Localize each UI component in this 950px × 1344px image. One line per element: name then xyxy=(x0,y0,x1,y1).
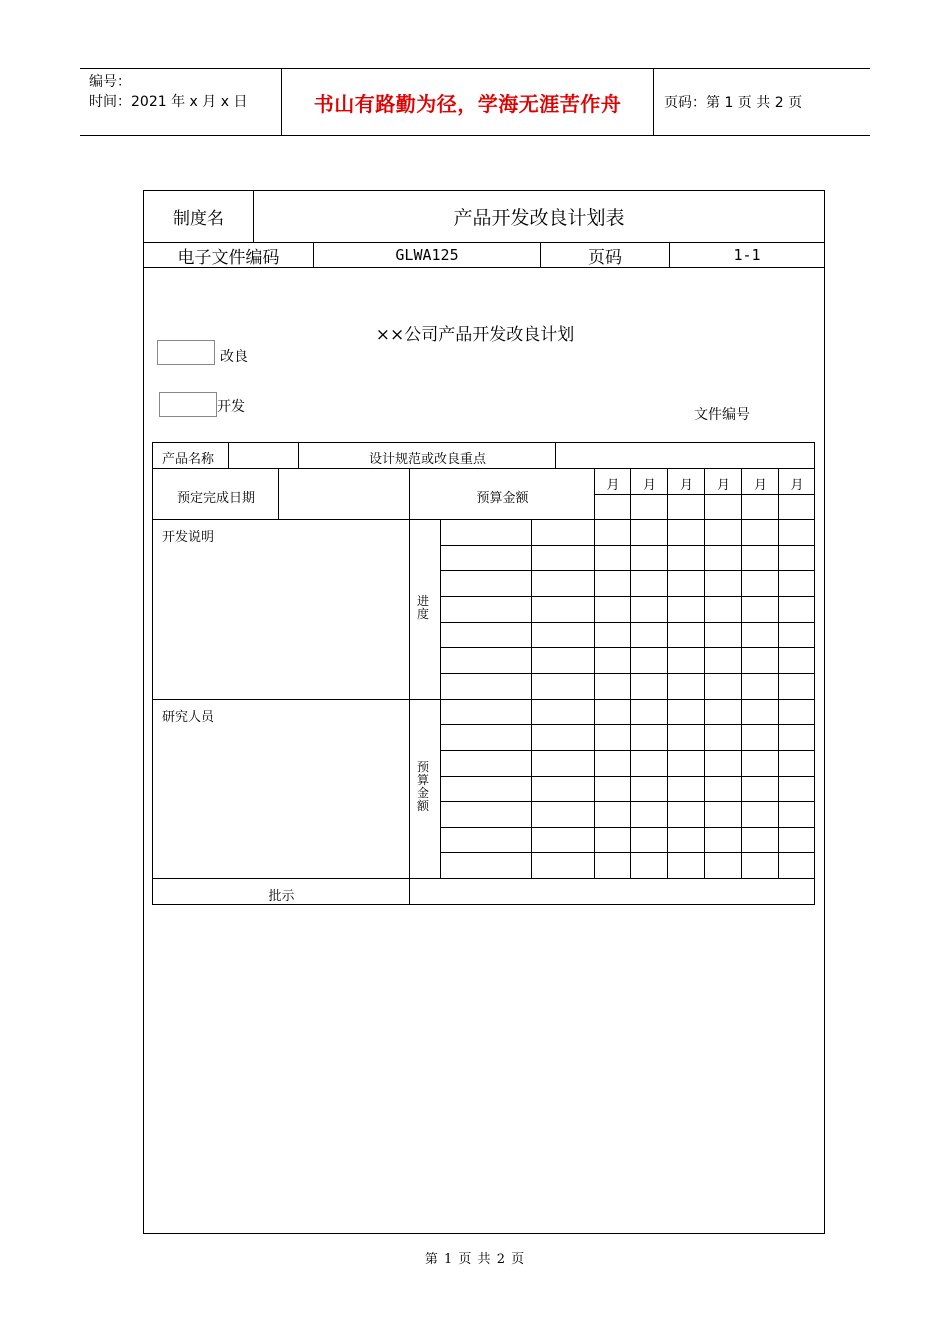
schedule-grid-cell[interactable] xyxy=(779,828,815,853)
system-name-row xyxy=(144,191,824,243)
schedule-grid-cell[interactable] xyxy=(668,700,705,725)
improve-label: 改良 xyxy=(220,349,248,365)
month-value-cell[interactable] xyxy=(779,495,815,520)
schedule-grid-cell[interactable] xyxy=(595,520,631,546)
schedule-grid-cell[interactable] xyxy=(779,751,815,777)
schedule-grid-cell[interactable] xyxy=(441,802,532,828)
schedule-grid-cell[interactable] xyxy=(779,853,815,879)
month-value-cell[interactable] xyxy=(668,495,705,520)
approval-input[interactable] xyxy=(410,879,815,905)
schedule-grid-cell[interactable] xyxy=(595,700,631,725)
schedule-grid-cell[interactable] xyxy=(631,802,668,828)
schedule-grid-cell[interactable] xyxy=(668,674,705,700)
schedule-grid-cell[interactable] xyxy=(779,648,815,674)
schedule-grid-cell[interactable] xyxy=(742,571,779,597)
schedule-grid-cell[interactable] xyxy=(441,648,532,674)
schedule-grid-cell[interactable] xyxy=(595,828,631,853)
approval-label: 批示 xyxy=(268,889,295,904)
month-label: 月 xyxy=(679,478,693,493)
schedule-grid-cell[interactable] xyxy=(532,853,595,879)
schedule-grid-cell[interactable] xyxy=(441,777,532,802)
schedule-grid-cell[interactable] xyxy=(631,751,668,777)
completion-date-label: 预定完成日期 xyxy=(176,491,255,506)
design-focus-input[interactable] xyxy=(556,443,815,469)
dev-description-cell[interactable] xyxy=(153,520,410,700)
schedule-grid-cell[interactable] xyxy=(532,648,595,674)
schedule-grid-cell[interactable] xyxy=(705,520,742,546)
schedule-grid-cell[interactable] xyxy=(595,725,631,751)
schedule-grid-cell[interactable] xyxy=(668,597,705,623)
schedule-grid-cell[interactable] xyxy=(631,520,668,546)
schedule-grid-cell[interactable] xyxy=(441,725,532,751)
schedule-grid-cell[interactable] xyxy=(779,520,815,546)
design-focus-label: 设计规范或改良重点 xyxy=(368,452,486,467)
schedule-grid-cell[interactable] xyxy=(532,751,595,777)
schedule-grid-cell[interactable] xyxy=(705,648,742,674)
schedule-grid-cell[interactable] xyxy=(441,623,532,648)
schedule-grid-cell[interactable] xyxy=(441,700,532,725)
schedule-grid-cell[interactable] xyxy=(705,853,742,879)
schedule-grid-cell[interactable] xyxy=(668,571,705,597)
file-number-label: 文件编号 xyxy=(694,407,750,423)
schedule-grid-cell[interactable] xyxy=(532,828,595,853)
schedule-grid-cell[interactable] xyxy=(705,751,742,777)
schedule-grid-cell[interactable] xyxy=(532,520,595,546)
schedule-grid-cell[interactable] xyxy=(532,700,595,725)
schedule-grid-cell[interactable] xyxy=(631,571,668,597)
schedule-grid-cell[interactable] xyxy=(441,828,532,853)
product-name-label: 产品名称 xyxy=(162,452,215,467)
month-value-cell[interactable] xyxy=(595,495,631,520)
month-label: 月 xyxy=(716,478,730,493)
schedule-grid-cell[interactable] xyxy=(779,700,815,725)
plan-table xyxy=(152,442,815,905)
schedule-grid-cell[interactable] xyxy=(668,546,705,571)
researchers-label: 研究人员 xyxy=(162,710,215,725)
month-label: 月 xyxy=(642,478,656,493)
file-code-label: 电子文件编码 xyxy=(144,243,314,267)
schedule-grid-cell[interactable] xyxy=(595,597,631,623)
schedule-grid-cell[interactable] xyxy=(742,828,779,853)
schedule-grid-cell[interactable] xyxy=(779,571,815,597)
schedule-grid-cell[interactable] xyxy=(595,674,631,700)
schedule-grid-cell[interactable] xyxy=(705,700,742,725)
system-name-label: 制度名 xyxy=(144,191,254,242)
schedule-grid-cell[interactable] xyxy=(631,700,668,725)
schedule-grid-cell[interactable] xyxy=(742,751,779,777)
schedule-grid-cell[interactable] xyxy=(441,546,532,571)
schedule-grid-cell[interactable] xyxy=(668,751,705,777)
month-label: 月 xyxy=(753,478,767,493)
schedule-grid-cell[interactable] xyxy=(631,674,668,700)
schedule-grid-cell[interactable] xyxy=(668,777,705,802)
schedule-grid-cell[interactable] xyxy=(441,674,532,700)
develop-checkbox[interactable] xyxy=(159,392,217,417)
schedule-grid-cell[interactable] xyxy=(631,623,668,648)
schedule-grid-cell[interactable] xyxy=(742,648,779,674)
dev-description-label: 开发说明 xyxy=(162,530,215,545)
schedule-grid-cell[interactable] xyxy=(742,623,779,648)
schedule-grid-cell[interactable] xyxy=(668,802,705,828)
month-label: 月 xyxy=(790,478,804,493)
schedule-grid-cell[interactable] xyxy=(705,571,742,597)
header-motto: 书山有路勤为径，学海无涯苦作舟 xyxy=(282,69,654,135)
header-number: 编号： xyxy=(89,74,131,90)
budget-vertical-label: 预 算 金 额 xyxy=(416,760,429,813)
schedule-grid-cell[interactable] xyxy=(631,546,668,571)
schedule-grid-cell[interactable] xyxy=(532,725,595,751)
schedule-grid-cell[interactable] xyxy=(441,751,532,777)
schedule-grid-cell[interactable] xyxy=(532,777,595,802)
schedule-grid-cell[interactable] xyxy=(631,853,668,879)
schedule-grid-cell[interactable] xyxy=(779,546,815,571)
schedule-grid-cell[interactable] xyxy=(668,623,705,648)
schedule-grid-cell[interactable] xyxy=(595,546,631,571)
schedule-grid-cell[interactable] xyxy=(595,777,631,802)
schedule-grid-cell[interactable] xyxy=(441,597,532,623)
header-meta xyxy=(80,69,282,135)
month-value-cell[interactable] xyxy=(631,495,668,520)
file-code-row xyxy=(144,243,824,268)
completion-date-input[interactable] xyxy=(279,469,410,520)
schedule-grid-cell[interactable] xyxy=(705,777,742,802)
schedule-grid-cell[interactable] xyxy=(705,725,742,751)
document-header xyxy=(80,68,870,136)
month-value-cell[interactable] xyxy=(705,495,742,520)
schedule-grid-cell[interactable] xyxy=(595,648,631,674)
product-name-input[interactable] xyxy=(229,443,299,469)
schedule-grid-cell[interactable] xyxy=(742,700,779,725)
schedule-grid-cell[interactable] xyxy=(742,853,779,879)
schedule-grid-cell[interactable] xyxy=(779,597,815,623)
schedule-grid-cell[interactable] xyxy=(779,674,815,700)
researchers-cell[interactable] xyxy=(153,700,410,879)
schedule-grid-cell[interactable] xyxy=(668,725,705,751)
schedule-grid-cell[interactable] xyxy=(742,725,779,751)
file-code-value: GLWA125 xyxy=(314,243,541,267)
schedule-grid-cell[interactable] xyxy=(779,802,815,828)
schedule-grid-cell[interactable] xyxy=(705,623,742,648)
month-value-cell[interactable] xyxy=(742,495,779,520)
develop-label: 开发 xyxy=(217,399,245,415)
schedule-grid-cell[interactable] xyxy=(668,648,705,674)
schedule-grid-cell[interactable] xyxy=(532,802,595,828)
schedule-grid-cell[interactable] xyxy=(595,802,631,828)
improve-checkbox[interactable] xyxy=(157,340,215,365)
schedule-grid-cell[interactable] xyxy=(742,777,779,802)
schedule-grid-cell[interactable] xyxy=(742,597,779,623)
schedule-grid-cell[interactable] xyxy=(631,725,668,751)
header-page-info: 页码：第 1 页 共 2 页 xyxy=(664,95,803,111)
schedule-grid-cell[interactable] xyxy=(631,828,668,853)
schedule-grid-cell[interactable] xyxy=(779,777,815,802)
month-label: 月 xyxy=(606,478,620,493)
schedule-grid-cell[interactable] xyxy=(532,546,595,571)
schedule-grid-cell[interactable] xyxy=(668,828,705,853)
schedule-grid-cell[interactable] xyxy=(441,571,532,597)
schedule-grid-cell[interactable] xyxy=(532,597,595,623)
schedule-grid-cell[interactable] xyxy=(631,648,668,674)
schedule-grid-cell[interactable] xyxy=(705,802,742,828)
schedule-grid-cell[interactable] xyxy=(441,853,532,879)
schedule-grid-cell[interactable] xyxy=(441,520,532,546)
schedule-grid-cell[interactable] xyxy=(532,571,595,597)
header-time: 时间：2021 年 x 月 x 日 xyxy=(89,94,248,110)
schedule-grid-cell[interactable] xyxy=(595,623,631,648)
schedule-grid-cell[interactable] xyxy=(668,853,705,879)
budget-amount-label: 预算金额 xyxy=(476,491,529,506)
system-name-value: 产品开发改良计划表 xyxy=(453,207,625,229)
schedule-grid-cell[interactable] xyxy=(631,597,668,623)
schedule-grid-cell[interactable] xyxy=(631,777,668,802)
schedule-grid-cell[interactable] xyxy=(742,520,779,546)
schedule-grid-cell[interactable] xyxy=(595,571,631,597)
schedule-grid-cell[interactable] xyxy=(705,828,742,853)
schedule-grid-cell[interactable] xyxy=(705,546,742,571)
schedule-grid-cell[interactable] xyxy=(705,597,742,623)
schedule-grid-cell[interactable] xyxy=(779,725,815,751)
schedule-grid-cell[interactable] xyxy=(742,802,779,828)
schedule-grid-cell[interactable] xyxy=(742,546,779,571)
schedule-grid-cell[interactable] xyxy=(779,623,815,648)
schedule-vertical-label: 进 度 xyxy=(416,594,429,621)
schedule-grid-cell[interactable] xyxy=(705,674,742,700)
plan-title: ××公司产品开发改良计划 xyxy=(375,325,575,345)
schedule-grid-cell[interactable] xyxy=(668,520,705,546)
page-footer: 第 1 页 共 2 页 xyxy=(424,1252,526,1267)
schedule-grid-cell[interactable] xyxy=(532,623,595,648)
schedule-grid-cell[interactable] xyxy=(595,853,631,879)
page-label: 页码 xyxy=(541,243,670,267)
schedule-grid-cell[interactable] xyxy=(532,674,595,700)
schedule-grid-cell[interactable] xyxy=(595,751,631,777)
page-value: 1-1 xyxy=(733,246,761,264)
schedule-grid-cell[interactable] xyxy=(742,674,779,700)
